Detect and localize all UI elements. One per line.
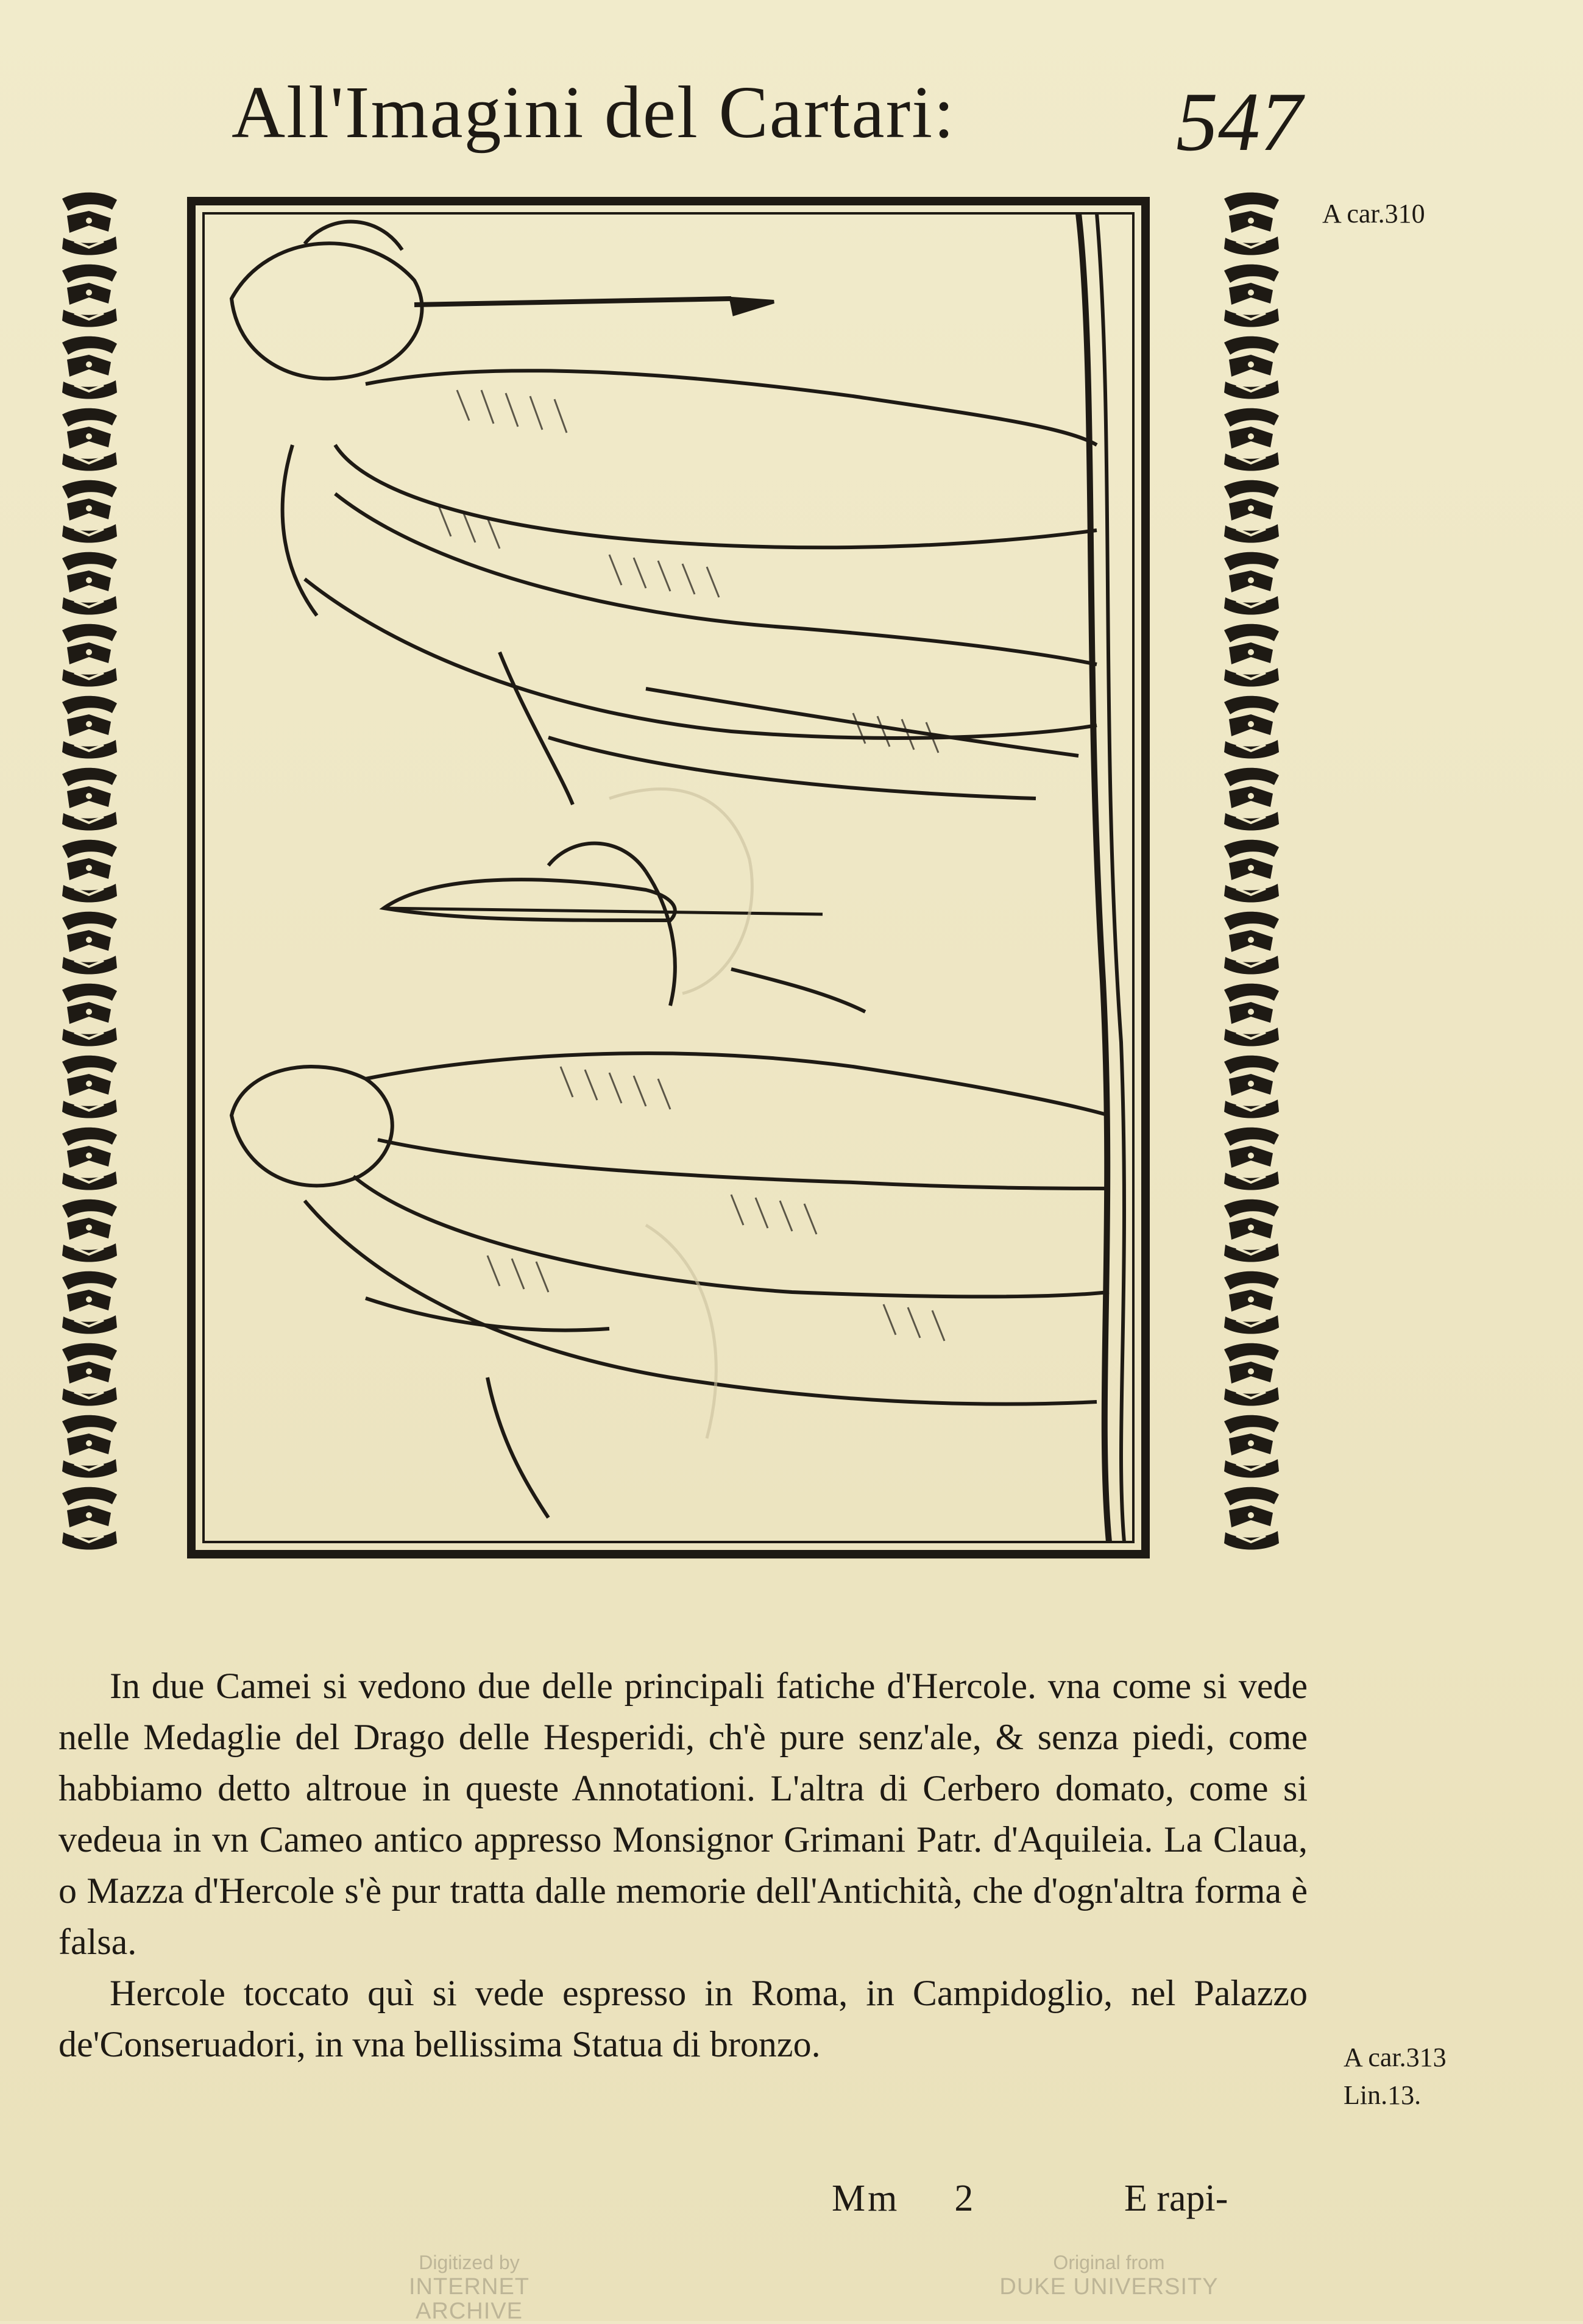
watermark-original-from <box>999 2250 1219 2299</box>
body-text <box>58 1660 1308 2070</box>
page-number: 547 <box>1176 75 1302 168</box>
left-ornamental-border <box>54 189 124 1554</box>
margin-note-top <box>1322 195 1425 233</box>
body-paragraph-2: Hercole toccato quì si vede espresso in Roma, in Campidoglio, nel Palazzo de'Conseruadori, in vna bellissima Statua di bronzo. <box>58 1973 1308 2064</box>
running-title: All'Imagini del Cartari: <box>232 71 955 154</box>
margin-note-bottom-line-2: Lin.13. <box>1344 2080 1422 2110</box>
signature-number: 2 <box>954 2178 976 2219</box>
signature-letters: Mm <box>832 2178 900 2219</box>
watermark-digitized-by <box>372 2250 567 2323</box>
woodcut-hercules-labors-image <box>183 189 1164 1566</box>
margin-note-top-text: A car.310 <box>1322 199 1425 229</box>
body-paragraph-1: In due Camei si vedono due delle principali fatiche d'Hercole. vna come si vede nelle Medaglie del Drago delle Hesperidi, ch'è pure senz'ale, & senza piedi, come habbiamo detto altroue in queste Annotationi. L'altra di Cerbero domato, come si vedeua in vn Cameo antico appresso Monsignor Grimani Patr. d'Aquileia. La Claua, o Mazza d'Hercole s'è pur tratta dalle memorie dell'Antichità, che d'ogn'altra forma è falsa. <box>58 1666 1308 1962</box>
signature-mark <box>832 2177 976 2220</box>
right-ornamental-border <box>1216 189 1286 1554</box>
margin-note-bottom-line-1: A car.313 <box>1344 2042 1447 2072</box>
margin-note-bottom <box>1344 2039 1447 2114</box>
catchword: E rapi- <box>1124 2178 1228 2219</box>
lower-figure-drawing <box>232 844 1109 1518</box>
watermark-right-line-1: Original from <box>1053 2251 1165 2273</box>
watermark-left-line-1: Digitized by <box>419 2251 520 2273</box>
watermark-right-line-2: DUKE UNIVERSITY <box>999 2274 1219 2300</box>
watermark-left-line-2: INTERNET ARCHIVE <box>409 2274 529 2324</box>
upper-figure-drawing <box>232 222 1097 805</box>
